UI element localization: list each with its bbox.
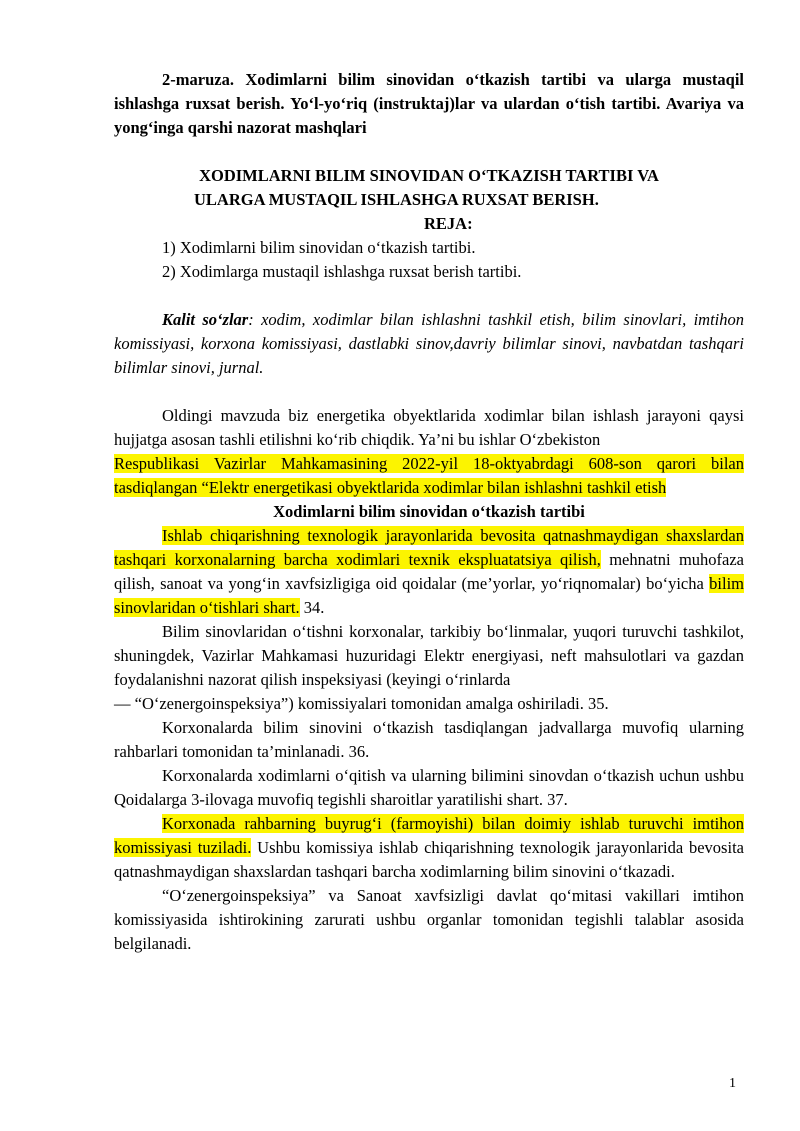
intro-highlight: Respublikasi Vazirlar Mahkamasining 2022-yil 18-oktyabrdagi 608-son qarori bilan tasdiqlangan “Elektr energetikasi obyektlarida xodimlar bilan ishlashni tashkil etish [114, 454, 744, 497]
p1-text: mehnatni muhofaza qilish, sanoat va yong‘in xavfsizligiga oid qoidalar (me’yorlar, yo‘riqnomalar) bo‘yicha [114, 550, 744, 593]
plan-item: 1) Xodimlarni bilim sinovidan o‘tkazish tartibi. [162, 238, 476, 257]
keywords-label: Kalit so‘zlar [162, 310, 249, 329]
paragraph-37: Korxonalarda xodimlarni o‘qitish va ularning bilimini sinovdan o‘tkazish uchun ushbu Qoidalarga 3-ilovaga muvofiq tegishli sharoitlar yaratilishi shart. 37. [114, 766, 744, 809]
p1-highlight: Ishlab chiqarishning texnologik jarayonlarida bevosita qatnashmaydigan shaxslardan tashqari korxonalarning barcha xodimlari texnik ekspluatatsiya qilish, [114, 526, 744, 569]
p1-end: 34. [299, 598, 325, 617]
paragraph-38 [114, 812, 744, 884]
plan-item: 2) Xodimlarga mustaqil ishlashga ruxsat berish tartibi. [162, 262, 522, 281]
lecture-title: 2-maruza. Xodimlarni bilim sinovidan o‘tkazish tartibi va ularga mustaqil ishlashga ruxsat berish. Yo‘l-yo‘riq (instruktaj)lar va ulardan o‘tish tartibi. Avariya va yong‘inga qarshi nazorat mashqlari [114, 70, 744, 137]
section-title: Xodimlarni bilim sinovidan o‘tkazish tartibi [273, 502, 585, 521]
p1-highlight-2: bilim sinovlaridan o‘tishlari shart. [114, 574, 744, 617]
paragraph-39: “O‘zenergoinspeksiya” va Sanoat xavfsizligi davlat qo‘mitasi vakillari imtihon komissiyasida ishtirokining zarurati ushbu organlar tomonidan tegishli talablar asosida belgilanadi. [114, 886, 744, 953]
intro-paragraph: Oldingi mavzuda biz energetika obyektlarida xodimlar bilan ishlash jarayoni qaysi hujjatga asosan tashli etilishni ko‘rib chiqdik. Ya’ni bu ishlar O‘zbekiston [114, 406, 744, 449]
heading-line-2: ULARGA MUSTAQIL ISHLASHGA RUXSAT BERISH. [194, 190, 599, 209]
paragraph-34 [114, 524, 744, 620]
document-page [114, 68, 744, 956]
intro-highlight-paragraph [114, 452, 744, 500]
paragraph-35-cont: — “O‘zenergoinspeksiya”) komissiyalari tomonidan amalga oshiriladi. 35. [114, 694, 609, 713]
heading-line-1: XODIMLARNI BILIM SINOVIDAN O‘TKAZISH TARTIBI VA [199, 166, 659, 185]
page-number: 1 [729, 1076, 736, 1091]
p5-highlight: Korxonada rahbarning buyrug‘i (farmoyishi) bilan doimiy ishlab turuvchi imtihon komissiyasi tuziladi. [114, 814, 744, 857]
paragraph-36: Korxonalarda bilim sinovini o‘tkazish tasdiqlangan jadvallarga muvofiq ularning rahbarlari tomonidan ta’minlanadi. 36. [114, 718, 744, 761]
keywords-paragraph [114, 308, 744, 380]
keywords-text: : xodim, xodimlar bilan ishlashni tashkil etish, bilim sinovlari, imtihon komissiyasi, korxona komissiyasi, dastlabki sinov,davriy bilimlar sinovi, navbatdan tashqari bilimlar sinovi, jurnal. [114, 310, 745, 377]
paragraph-35: Bilim sinovlaridan o‘tishni korxonalar, tarkibiy bo‘linmalar, yuqori turuvchi tashkilot, shuningdek, Vazirlar Mahkamasi huzuridagi Elektr energiyasi, neft mahsulotlari va gazdan foydalanishni nazorat qilish inspeksiyasi (keyingi o‘rinlarda [114, 622, 744, 689]
plan-list [114, 236, 744, 284]
plan-title: REJA: [424, 214, 473, 233]
p5-text: Ushbu komissiya ishlab chiqarishning texnologik jarayonlarida bevosita qatnashmaydigan shaxslardan tashqari barcha xodimlarning bilim sinovini o‘tkazadi. [114, 838, 744, 881]
